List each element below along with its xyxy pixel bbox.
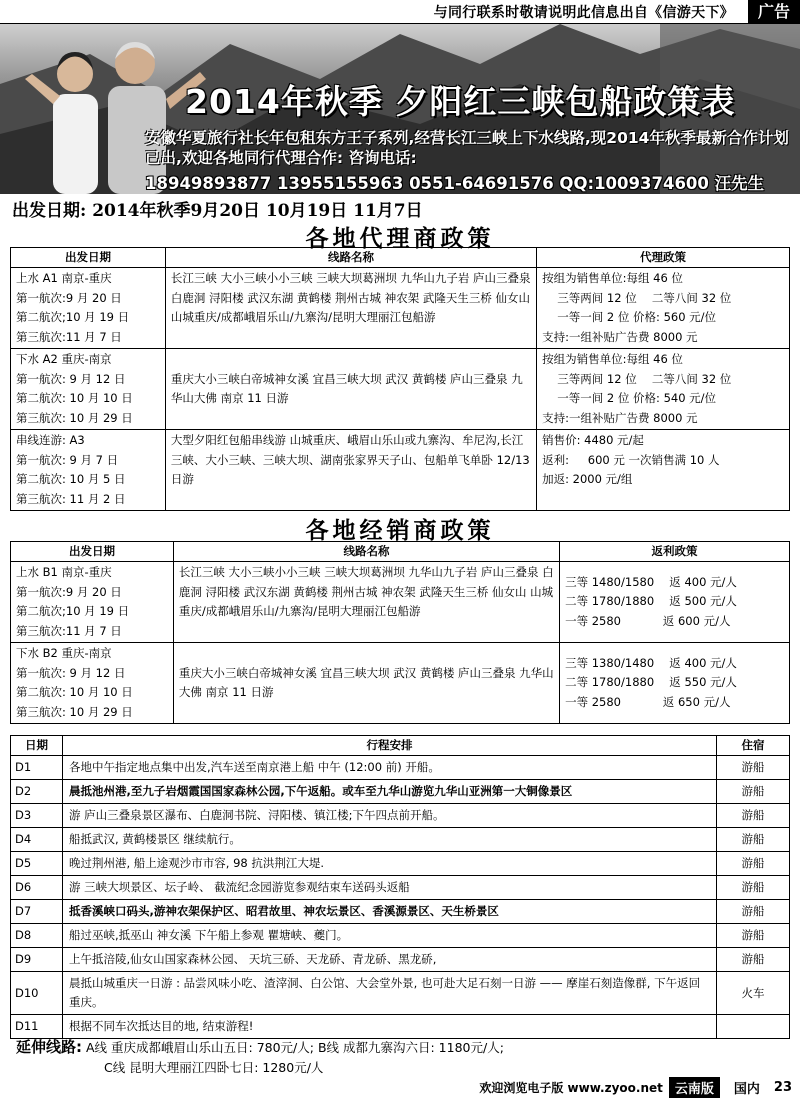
plan-cell: 根据不同车次抵达目的地, 结束游程!	[62, 1015, 716, 1039]
sailing-date: 第三航次: 11 月 2 日	[16, 491, 126, 506]
policy-line: 销售价: 4480 元/起	[542, 433, 644, 447]
banner-title: 2014年秋季 夕阳红三峡包船政策表	[185, 82, 736, 121]
extension-label: 延伸线路:	[16, 1038, 82, 1056]
table-row	[11, 756, 790, 780]
extension-routes	[16, 1037, 504, 1078]
stay-cell: 游船	[717, 948, 790, 972]
sailing-date: 第三航次: 10 月 29 日	[16, 704, 133, 719]
date-cell	[11, 643, 174, 724]
table-row	[11, 972, 790, 1015]
rebate-line: 二等 1780/1880 返 500 元/人	[565, 594, 737, 609]
plan-cell: 晨抵山城重庆一日游 : 品尝风味小吃、渣滓洞、白公馆、大会堂外景, 也可赴大足石刻一日游 —— 摩崖石刻造像群, 下午返回重庆。	[62, 972, 716, 1015]
header-policy: 代理政策	[537, 248, 790, 268]
sailing-date: 第二航次: 10 月 10 日	[16, 685, 133, 699]
departure-dates: 出发日期: 2014年秋季9月20日 10月19日 11月7日	[12, 201, 423, 221]
rebate-line: 一等 2580 返 650 元/人	[565, 694, 731, 709]
plan-cell: 上午抵涪陵,仙女山国家森林公园、 天坑三硚、天龙硚、青龙硚、黑龙硚,	[62, 948, 716, 972]
rebate-line: 一等 2580 返 600 元/人	[565, 613, 731, 628]
header-date: 出发日期	[11, 248, 166, 268]
sailing-date: 第一航次:9 月 20 日	[16, 584, 122, 599]
sailing-date: 第二航次;10 月 19 日	[16, 310, 130, 324]
table-row	[11, 924, 790, 948]
sailing-date: 第三航次:11 月 7 日	[16, 623, 122, 638]
table-row	[11, 268, 790, 349]
header-route: 线路名称	[173, 542, 559, 562]
day-cell: D3	[11, 804, 63, 828]
sailing-date: 第三航次:11 月 7 日	[16, 329, 122, 344]
day-cell: D5	[11, 852, 63, 876]
route-code: 串线连游: A3	[16, 433, 85, 447]
plan-cell: 抵香溪峡口码头,游神农架保护区、昭君故里、神农坛景区、香溪源景区、天生桥景区	[62, 900, 716, 924]
extension-line: C线 昆明大理丽江四卧七日: 1280元/人	[104, 1060, 324, 1075]
plan-cell: 船过巫峡,抵巫山 神女溪 下午船上参观 瞿塘峡、夔门。	[62, 924, 716, 948]
itinerary-table	[10, 735, 790, 1039]
table-row	[11, 828, 790, 852]
plan-cell: 晨抵池州港,至九子岩烟霞国国家森林公园,下午返船。或车至九华山游览九华山亚洲第一大铜像景区	[62, 780, 716, 804]
route-code: 上水 A1 南京-重庆	[16, 271, 112, 285]
day-cell: D8	[11, 924, 63, 948]
stay-cell: 火车	[717, 972, 790, 1015]
top-bar	[0, 0, 800, 24]
date-cell	[11, 562, 174, 643]
stay-cell: 游船	[717, 756, 790, 780]
plan-cell: 游 三峡大坝景区、坛子岭、 截流纪念园游览参观结束车送码头返船	[62, 876, 716, 900]
table-row	[11, 643, 790, 724]
day-cell: D2	[11, 780, 63, 804]
route-cell: 重庆大小三峡白帝城神女溪 宜昌三峡大坝 武汉 黄鹤楼 庐山三叠泉 九华山大佛 南京 11 日游	[173, 643, 559, 724]
plan-cell: 晚过荆州港, 船上途观沙市市容, 98 抗洪荆江大堤.	[62, 852, 716, 876]
route-code: 上水 B1 南京-重庆	[16, 565, 112, 579]
agent-section-title: 各地代理商政策	[305, 225, 495, 252]
route-cell: 大型夕阳红包船串线游 山城重庆、峨眉山乐山或九寨沟、牟尼沟,长江三峡、大小三峡、三峡大坝、湖南张家界天子山、包船单飞单卧 12/13 日游	[165, 430, 536, 511]
policy-cell	[537, 349, 790, 430]
source-note: 与同行联系时敬请说明此信息出自《信游天下》	[433, 4, 734, 21]
date-cell	[11, 349, 166, 430]
day-cell: D7	[11, 900, 63, 924]
policy-cell	[537, 268, 790, 349]
policy-line: 返利: 600 元 一次销售满 10 人	[542, 452, 720, 467]
day-cell: D10	[11, 972, 63, 1015]
policy-line: 支持:一组补贴广告费 8000 元	[542, 410, 698, 425]
route-cell: 长江三峡 大小三峡小小三峡 三峡大坝葛洲坝 九华山九子岩 庐山三叠泉 白鹿洞 浔阳楼 武汉东湖 黄鹤楼 荆州古城 神农架 武隆天生三桥 仙女山 山城重庆/成都峨眉乐山/九寨沟/昆明大理丽江包船游	[173, 562, 559, 643]
plan-cell: 船抵武汉, 黄鹤楼景区 继续航行。	[62, 828, 716, 852]
ad-tag: 广告	[748, 0, 800, 23]
footer	[0, 1076, 800, 1098]
stay-cell	[717, 1015, 790, 1039]
agent-policy-table	[10, 247, 790, 511]
stay-cell: 游船	[717, 780, 790, 804]
stay-cell: 游船	[717, 852, 790, 876]
route-code: 下水 B2 重庆-南京	[16, 646, 112, 660]
extension-line: A线 重庆成都峨眉山乐山五日: 780元/人; B线 成都九寨沟六日: 1180元/人;	[85, 1040, 504, 1055]
header-route: 线路名称	[165, 248, 536, 268]
day-cell: D11	[11, 1015, 63, 1039]
date-cell	[11, 268, 166, 349]
stay-cell: 游船	[717, 804, 790, 828]
banner-intro: 安徽华夏旅行社长年包租东方王子系列,经营长江三峡上下水线路,现2014年秋季最新合作计划已出,欢迎各地同行代理合作: 咨询电话:	[145, 129, 789, 167]
policy-line: 一等一间 2 位 价格: 560 元/位	[542, 310, 717, 324]
website-note: 欢迎浏览电子版 www.zyoo.net	[479, 1080, 663, 1095]
header-day: 日期	[11, 736, 63, 756]
sailing-date: 第一航次: 9 月 12 日	[16, 665, 126, 680]
date-cell	[11, 430, 166, 511]
stay-cell: 游船	[717, 900, 790, 924]
sailing-date: 第一航次: 9 月 7 日	[16, 452, 119, 467]
dealer-policy-table	[10, 541, 790, 724]
policy-line: 按组为销售单位:每组 46 位	[542, 352, 683, 366]
sailing-date: 第三航次: 10 月 29 日	[16, 410, 133, 425]
table-row	[11, 349, 790, 430]
table-row	[11, 900, 790, 924]
sailing-date: 第一航次: 9 月 12 日	[16, 371, 126, 386]
page-number: 23	[773, 1079, 792, 1095]
policy-line: 三等两间 12 位 二等八间 32 位	[542, 371, 732, 386]
route-cell: 长江三峡 大小三峡小小三峡 三峡大坝葛洲坝 九华山九子岩 庐山三叠泉 白鹿洞 浔阳楼 武汉东湖 黄鹤楼 荆州古城 神农架 武隆天生三桥 仙女山 山城重庆/成都峨眉乐山/九寨沟/昆明大理丽江包船游	[165, 268, 536, 349]
rebate-line: 三等 1380/1480 返 400 元/人	[565, 655, 737, 670]
rebate-cell	[560, 643, 790, 724]
sailing-date: 第二航次;10 月 19 日	[16, 604, 130, 618]
sailing-date: 第二航次: 10 月 5 日	[16, 472, 126, 486]
policy-line: 三等两间 12 位 二等八间 32 位	[542, 290, 732, 305]
route-cell: 重庆大小三峡白帝城神女溪 宜昌三峡大坝 武汉 黄鹤楼 庐山三叠泉 九华山大佛 南京 11 日游	[165, 349, 536, 430]
stay-cell: 游船	[717, 828, 790, 852]
banner	[0, 24, 800, 194]
table-row	[11, 1015, 790, 1039]
sailing-date: 第二航次: 10 月 10 日	[16, 391, 133, 405]
day-cell: D1	[11, 756, 63, 780]
rebate-cell	[560, 562, 790, 643]
policy-line: 一等一间 2 位 价格: 540 元/位	[542, 391, 717, 405]
stay-cell: 游船	[717, 876, 790, 900]
table-row	[11, 852, 790, 876]
policy-line: 支持:一组补贴广告费 8000 元	[542, 329, 698, 344]
day-cell: D6	[11, 876, 63, 900]
plan-cell: 游 庐山三叠泉景区瀑布、白鹿洞书院、浔阳楼、镇江楼;下午四点前开船。	[62, 804, 716, 828]
stay-cell: 游船	[717, 924, 790, 948]
route-code: 下水 A2 重庆-南京	[16, 352, 112, 366]
policy-cell	[537, 430, 790, 511]
region-label: 国内	[733, 1081, 760, 1097]
table-row	[11, 876, 790, 900]
rebate-line: 三等 1480/1580 返 400 元/人	[565, 574, 737, 589]
plan-cell: 各地中午指定地点集中出发,汽车送至南京港上船 中午 (12:00 前) 开船。	[62, 756, 716, 780]
table-row	[11, 948, 790, 972]
table-row	[11, 780, 790, 804]
header-plan: 行程安排	[62, 736, 716, 756]
day-cell: D4	[11, 828, 63, 852]
table-row	[11, 804, 790, 828]
policy-line: 加返: 2000 元/组	[542, 472, 633, 486]
day-cell: D9	[11, 948, 63, 972]
dealer-section-title: 各地经销商政策	[305, 517, 495, 544]
table-row	[11, 430, 790, 511]
sailing-date: 第一航次:9 月 20 日	[16, 290, 122, 305]
elderly-couple-image	[20, 24, 210, 194]
rebate-line: 二等 1780/1880 返 550 元/人	[565, 675, 737, 690]
edition-badge: 云南版	[669, 1077, 720, 1098]
table-row	[11, 562, 790, 643]
header-rebate: 返利政策	[560, 542, 790, 562]
header-date: 出发日期	[11, 542, 174, 562]
policy-line: 按组为销售单位:每组 46 位	[542, 271, 683, 285]
header-stay: 住宿	[717, 736, 790, 756]
contact-line: 18949893877 13955155963 0551-64691576 QQ:1009374600 汪先生	[145, 174, 765, 193]
